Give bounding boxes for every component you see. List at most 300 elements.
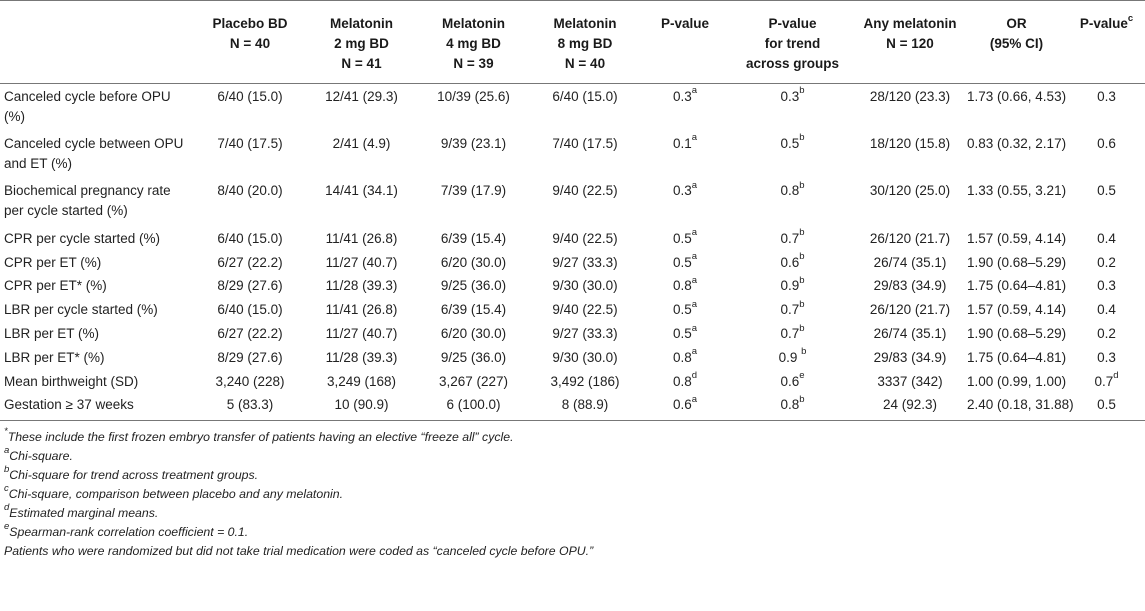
column-header-9 — [1068, 1, 1145, 83]
column-header-2 — [306, 1, 417, 83]
table-cell — [194, 392, 306, 421]
footnote-mark: b — [799, 322, 805, 334]
cell-value: 11/28 (39.3) — [325, 349, 398, 365]
column-header-footnote-mark: c — [1127, 12, 1134, 24]
cell-value: 11/41 (26.8) — [325, 230, 398, 246]
cell-value: 0.3 — [780, 88, 800, 104]
table-cell — [730, 369, 855, 393]
cell-value: 3337 (342) — [877, 373, 943, 389]
table-cell — [306, 226, 417, 250]
cell-value: 12/41 (29.3) — [325, 88, 398, 104]
cell-value: 9/25 (36.0) — [440, 349, 507, 365]
cell-value: 0.6 — [672, 397, 692, 413]
cell-value: 0.9 — [778, 349, 802, 365]
table-cell — [640, 321, 730, 345]
cell-value: 0.2 — [1097, 325, 1116, 341]
table-cell — [194, 250, 306, 274]
table-cell — [530, 83, 640, 131]
table-cell — [417, 178, 530, 226]
column-header-line: 4 mg BD — [446, 36, 501, 51]
table-row — [0, 297, 1145, 321]
cell-value: 3,240 (228) — [215, 373, 285, 389]
table-cell — [965, 321, 1068, 345]
table-cell — [1068, 273, 1145, 297]
table-cell — [640, 369, 730, 393]
cell-value: 0.5 — [780, 135, 800, 151]
cell-value: Biochemical pregnancy rate per cycle started (%) — [4, 183, 171, 219]
column-header-line: N = 40 — [229, 36, 271, 51]
table-cell — [417, 226, 530, 250]
column-header-line: 8 mg BD — [557, 36, 613, 51]
table-cell — [306, 297, 417, 321]
table-cell — [965, 345, 1068, 369]
cell-value: 26/74 (35.1) — [873, 325, 947, 341]
cell-value: 1.75 (0.64–4.81) — [967, 278, 1067, 294]
cell-value: LBR per cycle started (%) — [4, 302, 158, 318]
table-cell — [530, 297, 640, 321]
table-cell — [640, 273, 730, 297]
cell-value: 0.2 — [1097, 254, 1116, 270]
cell-value: 1.57 (0.59, 4.14) — [967, 302, 1067, 318]
table-cell — [730, 273, 855, 297]
cell-value: 0.7 — [780, 230, 800, 246]
table-cell — [855, 83, 965, 131]
footnote-text: Chi-square. — [9, 449, 73, 464]
table-cell — [1068, 297, 1145, 321]
table-cell — [855, 297, 965, 321]
cell-value: 6/40 (15.0) — [217, 230, 283, 246]
table-cell — [530, 250, 640, 274]
column-header-line: Placebo BD — [212, 16, 288, 31]
column-header-line: Melatonin — [330, 16, 393, 31]
footnote-mark: e — [799, 370, 805, 382]
table-cell — [730, 250, 855, 274]
footnote-mark: d — [691, 370, 698, 382]
cell-value: 11/27 (40.7) — [325, 325, 398, 341]
cell-value: 6/20 (30.0) — [440, 254, 507, 270]
table-cell — [855, 392, 965, 421]
column-header-line: P-value — [768, 16, 817, 31]
footnote-mark: b — [799, 85, 805, 97]
column-header-8 — [965, 1, 1068, 83]
column-header-line: across groups — [745, 56, 840, 71]
cell-value: 0.1 — [672, 135, 692, 151]
footnote — [4, 428, 1145, 447]
table-cell — [194, 369, 306, 393]
footnote-text: Patients who were randomized but did not take trial medication were coded as “canceled cycle before OPU.” — [4, 544, 594, 559]
column-header-6 — [730, 1, 855, 83]
table-cell — [730, 345, 855, 369]
footnote-mark: b — [799, 132, 805, 144]
cell-value: 9/27 (33.3) — [552, 325, 618, 341]
cell-value: 0.8 — [672, 349, 692, 365]
table-cell — [1068, 226, 1145, 250]
table-cell — [530, 178, 640, 226]
cell-value: 26/120 (21.7) — [869, 230, 951, 246]
cell-value: 7/39 (17.9) — [440, 183, 507, 199]
row-label — [0, 297, 194, 321]
cell-value: 0.3 — [672, 183, 692, 199]
cell-value: LBR per ET* (%) — [4, 349, 105, 365]
cell-value: 8/29 (27.6) — [217, 278, 283, 294]
column-header-line: P-value — [660, 16, 710, 31]
cell-value: 10 (90.9) — [334, 397, 389, 413]
table-cell — [640, 226, 730, 250]
footnote-mark: c — [4, 483, 9, 495]
table-cell — [640, 392, 730, 421]
table-cell — [530, 226, 640, 250]
table-cell — [965, 369, 1068, 393]
table-cell — [306, 321, 417, 345]
footnote-mark: a — [691, 298, 698, 310]
cell-value: 9/40 (22.5) — [552, 230, 618, 246]
column-header-5 — [640, 1, 730, 83]
column-header-line: Melatonin — [553, 16, 617, 31]
table-cell — [640, 178, 730, 226]
cell-value: 9/40 (22.5) — [552, 183, 618, 199]
table-cell — [640, 345, 730, 369]
cell-value: 0.8 — [672, 373, 692, 389]
table-row — [0, 250, 1145, 274]
table-cell — [306, 83, 417, 131]
footnote-mark: a — [691, 85, 698, 97]
table-cell — [640, 83, 730, 131]
table-cell — [530, 392, 640, 421]
footnote-text: Chi-square, comparison between placebo and any melatonin. — [8, 487, 344, 502]
cell-value: 1.73 (0.66, 4.53) — [967, 88, 1067, 104]
column-header-line: P-value — [1079, 16, 1128, 31]
cell-value: 6/39 (15.4) — [440, 302, 507, 318]
table-cell — [965, 297, 1068, 321]
table-top-rule — [0, 0, 1145, 1]
table-cell — [730, 226, 855, 250]
cell-value: 6 (100.0) — [446, 397, 501, 413]
table-cell — [417, 131, 530, 179]
table-row — [0, 321, 1145, 345]
cell-value: 3,267 (227) — [438, 373, 509, 389]
cell-value: 8/40 (20.0) — [217, 183, 283, 199]
table-cell — [530, 345, 640, 369]
table-cell — [855, 273, 965, 297]
table-cell — [965, 392, 1074, 421]
cell-value: Gestation ≥ 37 weeks — [4, 397, 134, 413]
column-header-line: 2 mg BD — [334, 36, 389, 51]
footnote — [4, 466, 1145, 485]
cell-value: 8 (88.9) — [561, 397, 609, 413]
cell-value: 1.57 (0.59, 4.14) — [967, 230, 1067, 246]
table-cell — [730, 83, 855, 131]
footnote — [4, 447, 1145, 466]
table-cell — [1068, 345, 1145, 369]
table-row — [0, 226, 1145, 250]
table-cell — [417, 369, 530, 393]
cell-value: 7/40 (17.5) — [552, 135, 618, 151]
footnote-mark: b — [4, 464, 10, 476]
table-cell — [730, 297, 855, 321]
table-row — [0, 83, 1145, 131]
table-cell — [855, 250, 965, 274]
cell-value: 1.00 (0.99, 1.00) — [967, 373, 1067, 389]
table-cell — [417, 345, 530, 369]
table-cell — [306, 392, 417, 421]
table-row — [0, 369, 1145, 393]
cell-value: 9/25 (36.0) — [440, 278, 507, 294]
results-table — [0, 1, 1145, 421]
footnote-mark: b — [799, 393, 805, 405]
table-row — [0, 178, 1145, 226]
footnote-mark: a — [691, 393, 698, 405]
table-cell — [730, 321, 855, 345]
table-cell — [965, 273, 1068, 297]
table-cell — [530, 369, 640, 393]
cell-value: 2.40 (0.18, 31.88) — [967, 397, 1074, 413]
table-cell — [965, 250, 1068, 274]
cell-value: 6/27 (22.2) — [217, 254, 283, 270]
column-header-line: N = 40 — [564, 56, 606, 71]
footnote-mark: b — [799, 274, 805, 286]
cell-value: 0.5 — [672, 302, 692, 318]
cell-value: 6/39 (15.4) — [440, 230, 507, 246]
table-cell — [1068, 178, 1145, 226]
row-label — [0, 392, 194, 421]
column-header-1 — [194, 1, 306, 83]
column-header-7 — [855, 1, 965, 83]
table-cell — [530, 131, 640, 179]
table-cell — [417, 297, 530, 321]
cell-value: 29/83 (34.9) — [873, 278, 947, 294]
cell-value: 0.6 — [1097, 135, 1116, 151]
cell-value: 0.7 — [1094, 373, 1114, 389]
table-cell — [640, 131, 730, 179]
cell-value: 7/40 (17.5) — [217, 135, 283, 151]
cell-value: Mean birthweight (SD) — [4, 373, 139, 389]
table-footnotes — [0, 428, 1145, 561]
table-cell — [855, 369, 965, 393]
table-cell — [417, 321, 530, 345]
cell-value: 0.3 — [672, 88, 692, 104]
footnote-mark: a — [691, 251, 698, 263]
footnote-mark: a — [691, 322, 698, 334]
table-cell — [306, 178, 417, 226]
cell-value: LBR per ET (%) — [4, 325, 100, 341]
cell-value: 2/41 (4.9) — [332, 135, 391, 151]
table-row — [0, 345, 1145, 369]
cell-value: 0.5 — [1097, 397, 1116, 413]
table-header-row — [0, 1, 1145, 83]
cell-value: 18/120 (15.8) — [869, 135, 951, 151]
cell-value: 26/74 (35.1) — [873, 254, 947, 270]
cell-value: 0.8 — [672, 278, 692, 294]
table-cell — [1068, 392, 1145, 421]
column-header-line: Any melatonin — [863, 16, 957, 31]
cell-value: 6/20 (30.0) — [440, 325, 507, 341]
table-cell — [306, 131, 417, 179]
table-cell — [965, 226, 1068, 250]
table-cell — [194, 226, 306, 250]
cell-value: 0.6 — [780, 254, 800, 270]
row-label — [0, 273, 194, 297]
cell-value: 9/40 (22.5) — [552, 302, 618, 318]
column-header-3 — [417, 1, 530, 83]
cell-value: 3,249 (168) — [326, 373, 397, 389]
table-cell — [194, 273, 306, 297]
table-cell — [965, 83, 1068, 131]
cell-value: 0.5 — [672, 254, 692, 270]
footnote-mark: a — [691, 132, 698, 144]
footnote-mark: d — [4, 502, 10, 514]
cell-value: 9/30 (30.0) — [552, 349, 618, 365]
footnote-text: Spearman-rank correlation coefficient = 0.1. — [9, 525, 249, 540]
cell-value: 0.7 — [780, 302, 800, 318]
cell-value: 14/41 (34.1) — [325, 183, 398, 199]
table-cell — [1068, 250, 1145, 274]
table-cell — [640, 250, 730, 274]
cell-value: 0.5 — [1097, 183, 1116, 199]
table-cell — [306, 273, 417, 297]
footnote — [4, 542, 1145, 561]
cell-value: 9/27 (33.3) — [552, 254, 618, 270]
footnote-mark: b — [799, 227, 805, 239]
cell-value: 0.4 — [1097, 230, 1116, 246]
table-cell — [1068, 83, 1145, 131]
table-cell — [194, 83, 306, 131]
footnote-mark: a — [4, 445, 10, 457]
footnote — [4, 485, 1145, 504]
cell-value: 0.8 — [780, 183, 800, 199]
cell-value: CPR per ET* (%) — [4, 278, 107, 294]
cell-value: 30/120 (25.0) — [869, 183, 951, 199]
table-cell — [855, 226, 965, 250]
cell-value: 6/40 (15.0) — [217, 302, 283, 318]
footnote-mark: * — [4, 426, 8, 438]
table-cell — [194, 297, 306, 321]
cell-value: 9/30 (30.0) — [552, 278, 618, 294]
cell-value: 0.3 — [1097, 349, 1116, 365]
table-cell — [1068, 321, 1145, 345]
column-header-0 — [0, 1, 194, 83]
cell-value: 0.3 — [1097, 88, 1116, 104]
cell-value: 0.5 — [672, 230, 692, 246]
cell-value: 5 (83.3) — [226, 397, 274, 413]
cell-value: CPR per ET (%) — [4, 254, 102, 270]
cell-value: 11/28 (39.3) — [325, 278, 398, 294]
table-cell — [417, 83, 530, 131]
footnote-mark: d — [1113, 370, 1119, 382]
table-cell — [306, 369, 417, 393]
cell-value: 0.4 — [1097, 302, 1116, 318]
cell-value: 8/29 (27.6) — [217, 349, 283, 365]
footnote-mark: b — [799, 251, 805, 263]
row-label — [0, 250, 194, 274]
cell-value: 28/120 (23.3) — [869, 88, 951, 104]
table-cell — [530, 321, 640, 345]
table-cell — [965, 178, 1068, 226]
cell-value: Canceled cycle before OPU (%) — [4, 88, 171, 124]
footnote-mark: b — [801, 346, 807, 358]
footnote-mark: e — [4, 521, 10, 533]
row-label — [0, 83, 194, 131]
table-cell — [417, 392, 530, 421]
table-cell — [194, 131, 306, 179]
cell-value: 29/83 (34.9) — [873, 349, 947, 365]
column-header-line: Melatonin — [442, 16, 505, 31]
table-cell — [730, 178, 855, 226]
cell-value: 0.6 — [780, 373, 800, 389]
table-cell — [640, 297, 730, 321]
table-cell — [530, 273, 640, 297]
table-cell — [194, 345, 306, 369]
table-cell — [730, 392, 855, 421]
table-row — [0, 392, 1145, 421]
column-header-line: N = 39 — [453, 56, 494, 71]
cell-value: 0.83 (0.32, 2.17) — [967, 135, 1067, 151]
cell-value: Canceled cycle between OPU and ET (%) — [4, 135, 184, 171]
table-cell — [417, 250, 530, 274]
cell-value: CPR per cycle started (%) — [4, 230, 161, 246]
footnote-text: Chi-square for trend across treatment groups. — [9, 468, 259, 483]
footnote — [4, 523, 1145, 542]
cell-value: 11/41 (26.8) — [325, 302, 398, 318]
row-label — [0, 345, 194, 369]
table-cell — [306, 345, 417, 369]
footnote-mark: b — [799, 298, 805, 310]
footnote-text: These include the first frozen embryo transfer of patients having an elective “freeze all” cycle. — [7, 430, 514, 445]
table-cell — [855, 321, 965, 345]
row-label — [0, 321, 194, 345]
cell-value: 6/27 (22.2) — [217, 325, 283, 341]
footnote-mark: a — [691, 179, 698, 191]
cell-value: 3,492 (186) — [550, 373, 620, 389]
table-cell — [855, 131, 965, 179]
cell-value: 1.90 (0.68–5.29) — [967, 254, 1067, 270]
cell-value: 0.7 — [780, 325, 800, 341]
cell-value: 9/39 (23.1) — [440, 135, 507, 151]
table-cell — [306, 250, 417, 274]
footnote-text: Estimated marginal means. — [9, 506, 159, 521]
cell-value: 1.90 (0.68–5.29) — [967, 325, 1067, 341]
footnote-mark: a — [691, 274, 698, 286]
footnote-mark: a — [691, 346, 698, 358]
column-header-line: for trend — [764, 36, 821, 51]
table-cell — [965, 131, 1068, 179]
cell-value: 0.5 — [672, 325, 692, 341]
table-cell — [1068, 131, 1145, 179]
cell-value: 0.9 — [780, 278, 800, 294]
cell-value: 10/39 (25.6) — [437, 88, 510, 104]
column-header-line: N = 41 — [341, 56, 382, 71]
column-header-line: (95% CI) — [989, 36, 1044, 51]
cell-value: 1.75 (0.64–4.81) — [967, 349, 1067, 365]
table-cell — [855, 345, 965, 369]
column-header-line: OR — [1006, 16, 1027, 31]
row-label — [0, 226, 194, 250]
table-cell — [417, 273, 530, 297]
row-label — [0, 131, 194, 179]
row-label — [0, 178, 194, 226]
cell-value: 1.33 (0.55, 3.21) — [967, 183, 1067, 199]
cell-value: 26/120 (21.7) — [869, 302, 951, 318]
footnote-mark: a — [691, 227, 698, 239]
row-label — [0, 369, 194, 393]
table-cell — [855, 178, 965, 226]
footnote-mark: b — [799, 179, 805, 191]
table-row — [0, 273, 1145, 297]
table-row — [0, 131, 1145, 179]
column-header-line: N = 120 — [886, 36, 934, 51]
table-cell — [194, 178, 306, 226]
cell-value: 6/40 (15.0) — [552, 88, 618, 104]
cell-value: 11/27 (40.7) — [325, 254, 398, 270]
